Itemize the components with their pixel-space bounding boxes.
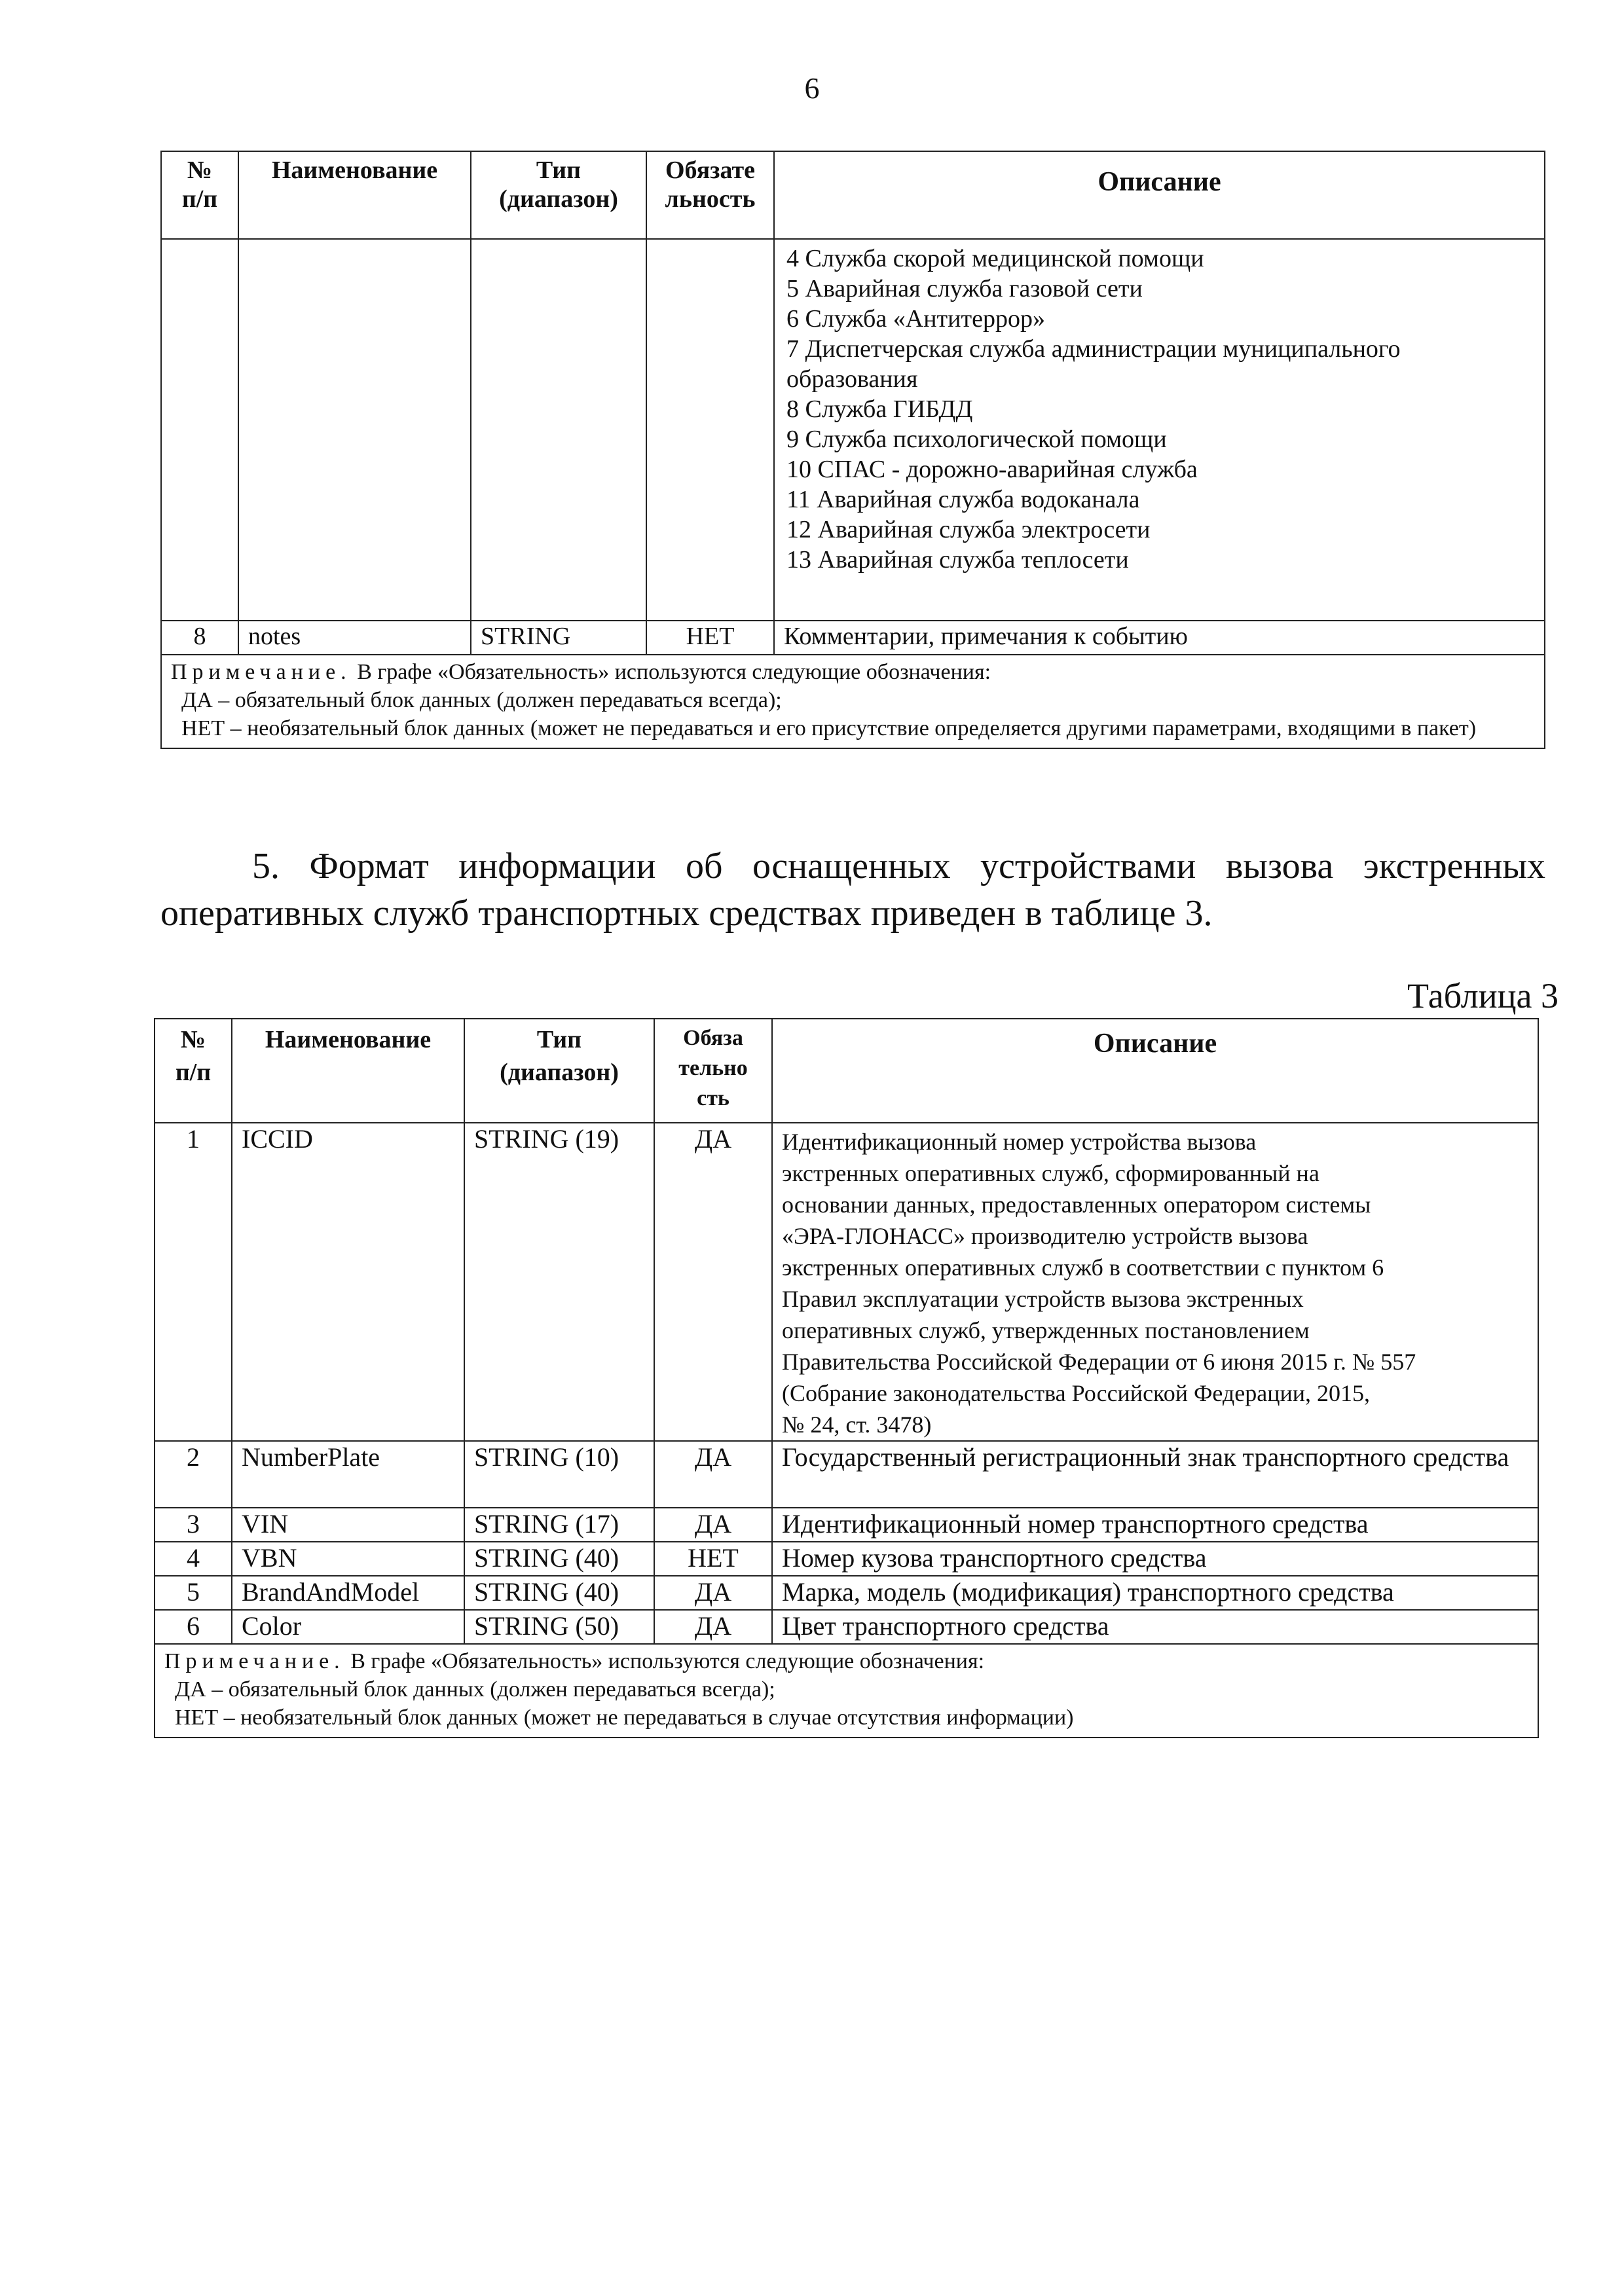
cell-obligation: ДА xyxy=(654,1610,772,1644)
note-yes: ДА – обязательный блок данных (должен передаваться всегда); xyxy=(181,688,782,712)
header-obligation-line: льность xyxy=(665,185,756,213)
description-line: Идентификационный номер устройства вызова xyxy=(782,1129,1257,1155)
table-row xyxy=(155,1508,1538,1542)
description-line: Правил эксплуатации устройств вызова экстренных xyxy=(782,1286,1304,1312)
service-list-item: 11 Аварийная служба водоканала xyxy=(786,486,1140,513)
cell-type: STRING (40) xyxy=(464,1576,654,1610)
cell-num: 2 xyxy=(155,1441,232,1508)
cell-description-continued xyxy=(774,239,1545,621)
cell-type: STRING (50) xyxy=(464,1610,654,1644)
service-list-item: 9 Служба психологической помощи xyxy=(786,426,1167,453)
description-line: Правительства Российской Федерации от 6 июня 2015 г. № 557 xyxy=(782,1349,1416,1375)
header-obligation-line: Обязате xyxy=(665,156,755,184)
table-2-header-row xyxy=(161,151,1545,239)
description-line: экстренных оперативных служб в соответствии с пунктом 6 xyxy=(782,1254,1384,1281)
cell-empty xyxy=(161,239,238,621)
cell-num: 5 xyxy=(155,1576,232,1610)
cell-type: STRING (10) xyxy=(464,1441,654,1508)
paragraph-5 xyxy=(160,843,1545,937)
service-list-item: 13 Аварийная служба теплосети xyxy=(786,546,1129,574)
cell-name: NumberPlate xyxy=(232,1441,464,1508)
cell-description: Цвет транспортного средства xyxy=(772,1610,1538,1644)
header-num xyxy=(155,1019,232,1123)
note-no: НЕТ – необязательный блок данных (может не передаваться и его присутствие определяется другими параметрами, входящими в пакет) xyxy=(181,716,1477,740)
header-description: Описание xyxy=(774,151,1545,239)
note-heading xyxy=(164,1647,1528,1675)
header-type-line: (диапазон) xyxy=(500,1059,619,1086)
cell-type: STRING (40) xyxy=(464,1542,654,1576)
service-list-item: 6 Служба «Антитеррор» xyxy=(786,305,1045,333)
table-2-continuation xyxy=(160,151,1545,749)
cell-obligation: ДА xyxy=(654,1441,772,1508)
service-list-item: 10 СПАС - дорожно-аварийная служба xyxy=(786,456,1198,483)
cell-description: Комментарии, примечания к событию xyxy=(774,621,1545,655)
cell-description: Номер кузова транспортного средства xyxy=(772,1542,1538,1576)
table-note-row xyxy=(155,1644,1538,1738)
cell-name: notes xyxy=(238,621,471,655)
service-list-item: 8 Служба ГИБДД xyxy=(786,395,973,423)
table-3-header-row xyxy=(155,1019,1538,1123)
header-description: Описание xyxy=(772,1019,1538,1123)
header-num-line: № xyxy=(180,1026,206,1053)
table-3 xyxy=(154,1018,1539,1738)
cell-obligation: ДА xyxy=(654,1576,772,1610)
cell-type: STRING (17) xyxy=(464,1508,654,1542)
cell-num: 1 xyxy=(155,1123,232,1441)
service-list-item: 4 Служба скорой медицинской помощи xyxy=(786,245,1204,272)
note-yes: ДА – обязательный блок данных (должен передаваться всегда); xyxy=(175,1677,775,1702)
table-row xyxy=(155,1610,1538,1644)
cell-name: Color xyxy=(232,1610,464,1644)
description-line: экстренных оперативных служб, сформированный на xyxy=(782,1160,1320,1186)
header-name: Наименование xyxy=(232,1019,464,1123)
header-name: Наименование xyxy=(238,151,471,239)
cell-description: Идентификационный номер транспортного средства xyxy=(772,1508,1538,1542)
header-type xyxy=(471,151,646,239)
cell-num: 4 xyxy=(155,1542,232,1576)
cell-empty xyxy=(646,239,774,621)
header-num-line: п/п xyxy=(181,185,218,213)
table-note-row xyxy=(161,655,1545,748)
table-row xyxy=(155,1542,1538,1576)
table-row-continued xyxy=(161,239,1545,621)
header-obligation xyxy=(646,151,774,239)
header-num xyxy=(161,151,238,239)
header-type xyxy=(464,1019,654,1123)
description-line: «ЭРА-ГЛОНАСС» производителю устройств вызова xyxy=(782,1223,1308,1249)
table-row xyxy=(155,1576,1538,1610)
cell-name: VBN xyxy=(232,1542,464,1576)
header-type-line: (диапазон) xyxy=(499,185,618,213)
description-line: (Собрание законодательства Российской Федерации, 2015, xyxy=(782,1380,1370,1406)
page-number: 6 xyxy=(804,71,820,105)
cell-obligation: ДА xyxy=(654,1123,772,1441)
cell-obligation: НЕТ xyxy=(654,1542,772,1576)
header-obligation-line: тельно xyxy=(678,1056,748,1080)
note-lead: Примечание. xyxy=(171,660,352,684)
header-num-line: № xyxy=(187,156,213,184)
service-list-item: 5 Аварийная служба газовой сети xyxy=(786,275,1143,302)
note-heading xyxy=(171,658,1535,686)
cell-num: 8 xyxy=(161,621,238,655)
cell-type: STRING xyxy=(471,621,646,655)
header-obligation-line: сть xyxy=(697,1086,729,1110)
note-no: НЕТ – необязательный блок данных (может не передаваться в случае отсутствия информации) xyxy=(175,1705,1074,1730)
cell-empty xyxy=(238,239,471,621)
note-text: В графе «Обязательность» используются следующие обозначения: xyxy=(350,1649,985,1673)
cell-description xyxy=(772,1123,1538,1441)
cell-name: ICCID xyxy=(232,1123,464,1441)
cell-name: BrandAndModel xyxy=(232,1576,464,1610)
table-3-caption: Таблица 3 xyxy=(1407,976,1559,1015)
table-row xyxy=(155,1123,1538,1441)
cell-empty xyxy=(471,239,646,621)
table-row xyxy=(155,1441,1538,1508)
header-obligation-line: Обяза xyxy=(683,1026,743,1050)
paragraph-line: оперативных служб транспортных средствах приведен в таблице 3. xyxy=(160,893,1213,934)
description-line: оперативных служб, утвержденных постановлением xyxy=(782,1317,1310,1343)
cell-obligation: НЕТ xyxy=(646,621,774,655)
header-obligation xyxy=(654,1019,772,1123)
cell-description: Государственный регистрационный знак транспортного средства xyxy=(772,1441,1538,1508)
cell-num: 3 xyxy=(155,1508,232,1542)
cell-obligation: ДА xyxy=(654,1508,772,1542)
cell-name: VIN xyxy=(232,1508,464,1542)
cell-description: Марка, модель (модификация) транспортного средства xyxy=(772,1576,1538,1610)
cell-type: STRING (19) xyxy=(464,1123,654,1441)
header-type-line: Тип xyxy=(536,156,581,184)
table-note xyxy=(155,1644,1538,1738)
table-note xyxy=(161,655,1545,748)
description-line: № 24, ст. 3478) xyxy=(782,1412,932,1438)
table-row xyxy=(161,621,1545,655)
header-num-line: п/п xyxy=(175,1059,212,1086)
service-list-item: 12 Аварийная служба электросети xyxy=(786,516,1151,543)
paragraph-line: 5. Формат информации об оснащенных устройствами вызова экстренных xyxy=(252,846,1545,886)
note-text: В графе «Обязательность» используются следующие обозначения: xyxy=(357,660,991,684)
description-line: основании данных, предоставленных оператором системы xyxy=(782,1192,1371,1218)
note-lead: Примечание. xyxy=(164,1649,345,1673)
cell-num: 6 xyxy=(155,1610,232,1644)
service-list-item: 7 Диспетчерская служба администрации муниципального образования xyxy=(786,335,1401,393)
header-type-line: Тип xyxy=(536,1026,582,1053)
